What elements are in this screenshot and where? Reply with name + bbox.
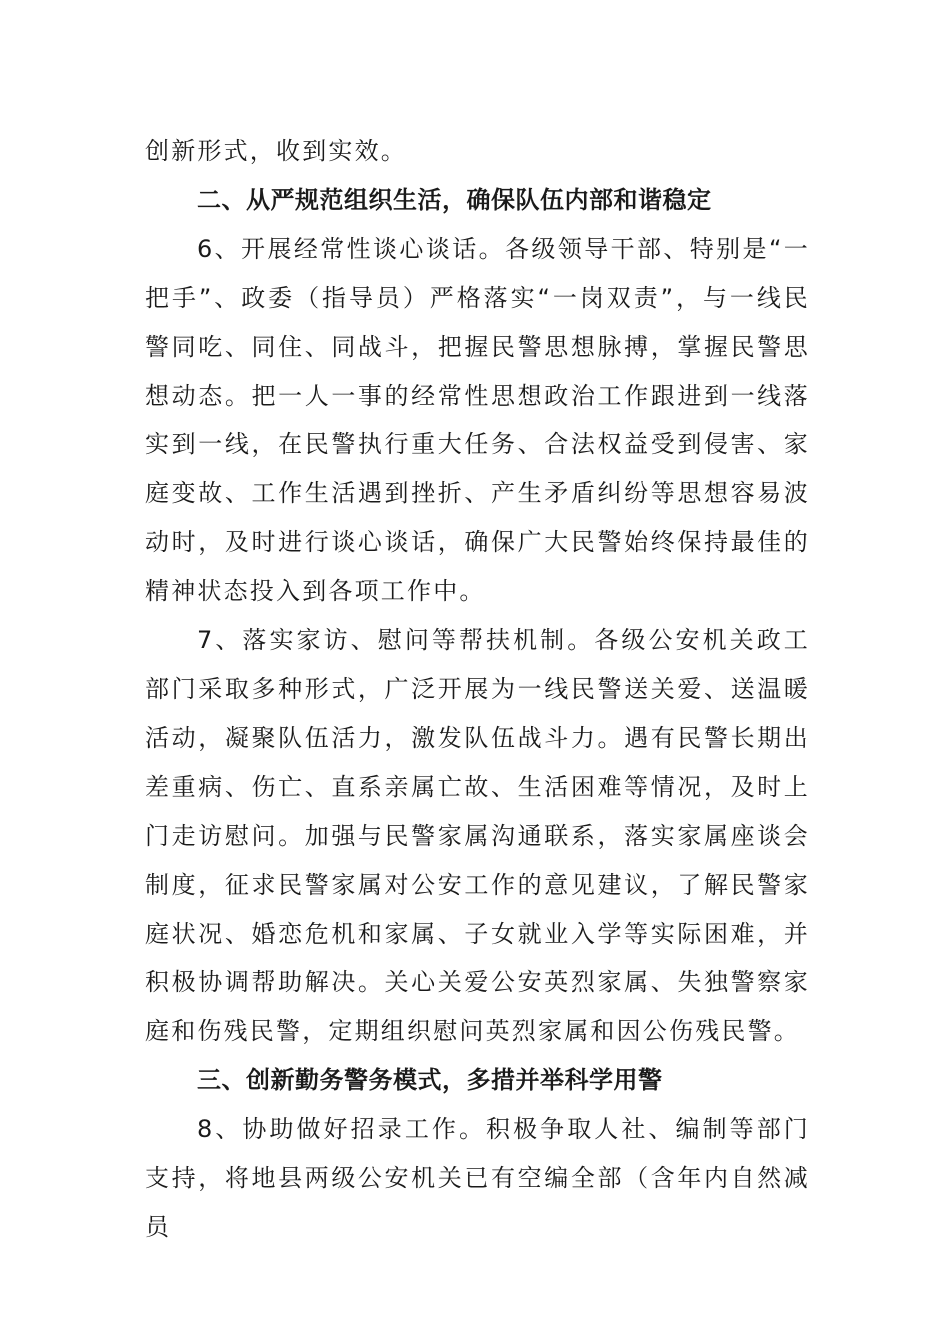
paragraph-continuation: 创新形式，收到实效。 xyxy=(145,137,407,165)
document-body xyxy=(145,127,810,1252)
paragraph-item-6: 6、开展经常性谈心谈话。各级领导干部、特别是“一把手”、政委（指导员）严格落实“一岗双责”，与一线民警同吃、同住、同战斗，把握民警思想脉搏，掌握民警思想动态。把一人一事的经常性思想政治工作跟进到一线落实到一线，在民警执行重大任务、合法权益受到侵害、家庭变故、工作生活遇到挫折、产生矛盾纠纷等思想容易波动时，及时进行谈心谈话，确保广大民警始终保持最佳的精神状态投入到各项工作中。 xyxy=(145,234,810,606)
paragraph-item-7: 7、落实家访、慰问等帮扶机制。各级公安机关政工部门采取多种形式，广泛开展为一线民警送关爱、送温暖活动，凝聚队伍活力，激发队伍战斗力。遇有民警长期出差重病、伤亡、直系亲属亡故、生活困难等情况，及时上门走访慰问。加强与民警家属沟通联系，落实家属座谈会制度，征求民警家属对公安工作的意见建议，了解民警家庭状况、婚恋危机和家属、子女就业入学等实际困难，并积极协调帮助解决。关心关爱公安英烈家属、失独警察家庭和伤残民警，定期组织慰问英烈家属和因公伤残民警。 xyxy=(145,626,810,1046)
section-heading-2: 二、从严规范组织生活，确保队伍内部和谐稳定 xyxy=(197,185,712,214)
paragraph-item-8: 8、协助做好招录工作。积极争取人社、编制等部门支持，将地县两级公安机关已有空编全部（含年内自然减员 xyxy=(145,1115,810,1241)
section-heading-3: 三、创新勤务警务模式，多措并举科学用警 xyxy=(197,1066,663,1095)
